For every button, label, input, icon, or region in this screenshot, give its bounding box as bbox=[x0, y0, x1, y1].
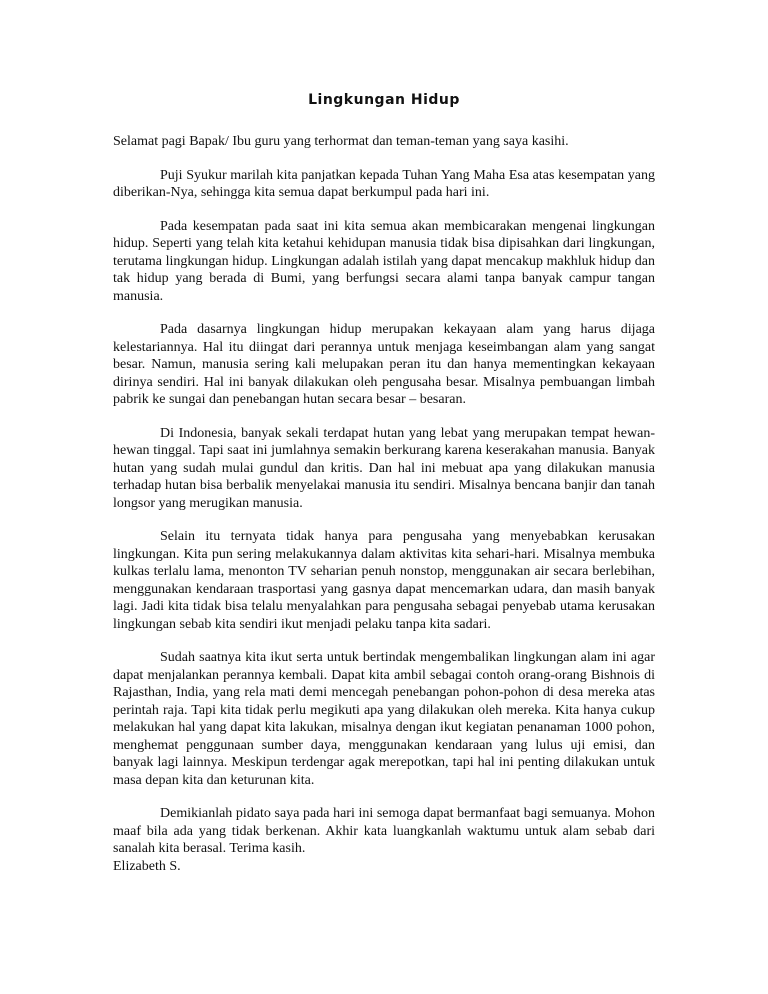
signature: Elizabeth S. bbox=[113, 858, 181, 874]
closing-paragraph: Demikianlah pidato saya pada hari ini semoga dapat bermanfaat bagi semuanya. Mohon maaf bila ada yang tidak berkenan. Akhir kata luangkanlah waktumu untuk alam sebab dari sanalah kita berasal. Terima kasih. bbox=[113, 806, 655, 856]
paragraph-5: Selain itu ternyata tidak hanya para pengusaha yang menyebabkan kerusakan lingkungan. Kita pun sering melakukannya dalam aktivitas kita sehari-hari. Misalnya membuka kulkas terlalu lama, menonton TV seharian penuh nonstop, menggunakan air secara berlebihan, menggunakan kendaraan trasportasi yang gasnya dapat mencemarkan udara, dan masih banyak lagi. Jadi kita tidak bisa telalu menyalahkan para pengusaha sebagai penyebab utama kerusakan lingkungan sebab kita sendiri ikut menjadi pelaku tanpa kita sadari. bbox=[113, 529, 655, 632]
greeting-paragraph: Selamat pagi Bapak/ Ibu guru yang terhormat dan teman-teman yang saya kasihi. bbox=[113, 134, 569, 149]
paragraph-4: Di Indonesia, banyak sekali terdapat hutan yang lebat yang merupakan tempat hewan-hewan tinggal. Tapi saat ini jumlahnya semakin berkurang karena keserakahan manusia. Banyak hutan yang sudah mulai gundul dan kritis. Dan hal ini mebuat apa yang dilakukan manusia terhadap hutan bisa berbalik menyelakai manusia itu sendiri. Misalnya bencana banjir dan tanah longsor yang merugikan manusia. bbox=[113, 425, 655, 511]
paragraph-2: Pada kesempatan pada saat ini kita semua akan membicarakan mengenai lingkungan hidup. Seperti yang telah kita ketahui kehidupan manusia tidak bisa dipisahkan dari lingkungan, terutama lingkungan hidup. Lingkungan adalah istilah yang dapat mencakup makhluk hidup dan tak hidup yang berada di Bumi, yang berfungsi secara alami tanpa banyak campur tangan manusia. bbox=[113, 218, 655, 304]
paragraph-6: Sudah saatnya kita ikut serta untuk bertindak mengembalikan lingkungan alam ini agar dapat menjalankan perannya kembali. Dapat kita ambil sebagai contoh orang-orang Bishnois di Rajasthan, India, yang rela mati demi mencegah penebangan pohon-pohon di desa mereka atas perintah raja. Tapi kita tidak perlu megikuti apa yang dilakukan oleh mereka. Kita hanya cukup melakukan hal yang dapat kita lakukan, misalnya dengan ikut kegiatan penanaman 1000 pohon, menghemat penggunaan sumber daya, menggunakan kendaraan yang lulus uji emisi, dan banyak lagi lainnya. Meskipun terdengar agak merepotkan, tapi hal ini penting dilakukan untuk masa depan kita dan keturunan kita. bbox=[113, 650, 655, 788]
document-title: Lingkungan Hidup bbox=[308, 92, 460, 108]
paragraph-3: Pada dasarnya lingkungan hidup merupakan kekayaan alam yang harus dijaga kelestariannya. Hal itu diingat dari perannya untuk menjaga keseimbangan alam yang sangat besar. Namun, manusia sering kali melupakan peran itu dan hanya mementingkan kekayaan dirinya sendiri. Hal ini banyak dilakukan oleh pengusaha besar. Misalnya pembuangan limbah pabrik ke sungai dan penebangan hutan secara besar – besaran. bbox=[113, 322, 655, 407]
paragraph-1: Puji Syukur marilah kita panjatkan kepada Tuhan Yang Maha Esa atas kesempatan yang diberikan-Nya, sehingga kita semua dapat berkumpul pada hari ini. bbox=[113, 167, 655, 200]
document-body bbox=[113, 133, 655, 891]
